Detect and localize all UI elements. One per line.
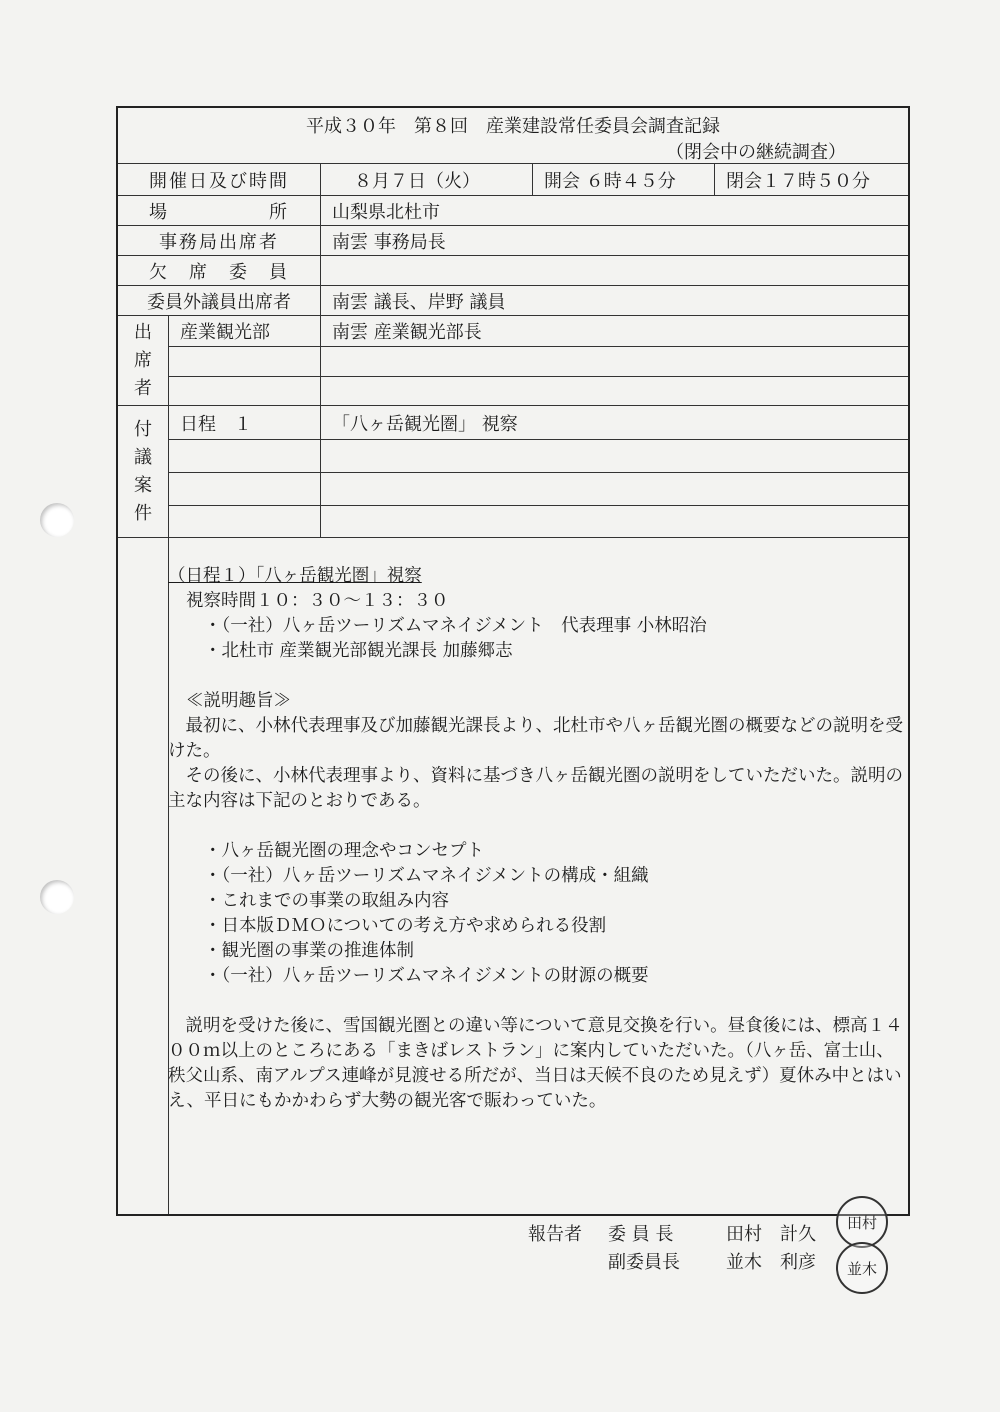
agenda-block [118,406,908,538]
agenda-item-value: 「八ヶ岳観光圏」 視察 [332,413,518,435]
summary-title: ≪説明趣旨≫ [186,691,291,711]
date-value: ８月７日（火） [354,170,480,192]
secretariat-row [118,226,908,256]
person-2: ・北杜市 産業観光部観光課長 加藤郷志 [204,641,513,661]
attendees-block [118,316,908,406]
vice-chair-name: 並木 利彦 [726,1252,816,1273]
visit-time: 視察時間１０：３０～１３：３０ [186,591,449,611]
chair-name: 田村 計久 [726,1224,816,1245]
paragraph-3: 説明を受けた後に、雪国観光圏との違い等について意見交換を行い。昼食後には、標高１４００ｍ以上のところにある「まきばレストラン」に案内していただいた。（八ヶ岳、富士山、秩父山系、南アルプス連峰が見渡せる所だが、当日は天候不良のため見えず）夏休み中とはいえ、平日にもかかわらず大勢の観光客で賑わっていた。 [168,1016,903,1111]
punch-hole-top [40,503,74,537]
secretariat-value: 南雲 事務局長 [332,231,446,253]
other-members-label: 委員外議員出席者 [147,291,291,313]
attendees-value: 南雲 産業観光部長 [332,322,482,343]
person-1: ・（一社）八ヶ岳ツーリズムマネイジメント 代表理事 小林昭治 [204,616,707,636]
bullet-item: ・（一社）八ヶ岳ツーリズムマネイジメントの財源の概要 [204,966,649,986]
record-sheet [116,106,910,1216]
document-subtitle: （閉会中の継続調査） [666,142,846,163]
place-row [118,196,908,226]
place-label: 場 所 [149,201,289,223]
date-label: 開催日及び時間 [149,170,289,192]
punch-hole-bottom [40,880,74,914]
bullet-item: ・これまでの事業の取組み内容 [204,891,449,911]
agenda-vertical-label: 付 議 案 件 [134,418,152,524]
agenda-item-label: 日程 １ [180,413,252,435]
bullet-item: ・八ヶ岳観光圏の理念やコンセプト [204,841,484,861]
other-members-value: 南雲 議長、岸野 議員 [332,291,506,313]
seal-stamp-vice: 並木 [836,1242,888,1294]
absent-label: 欠 席 委 員 [149,261,289,283]
bullet-item: ・（一社）八ヶ岳ツーリズムマネイジメントの構成・組織 [204,866,649,886]
absent-row [118,256,908,286]
close-time: 閉会１７時５０分 [726,170,870,192]
report-body [168,564,904,1114]
date-row [118,164,908,196]
paragraph-2: その後に、小林代表理事より、資料に基づき八ヶ岳観光圏の説明をしていただいた。説明の主な内容は下記のとおりである。 [168,766,903,811]
bullet-item: ・日本版ＤＭＯについての考え方や求められる役割 [204,916,607,936]
seal-stamp-chair: 田村 [836,1196,888,1248]
document-title: 平成３０年 第８回 産業建設常任委員会調査記録 [306,116,720,137]
chair-title: 委 員 長 [608,1224,674,1245]
open-time: 開会 ６時４５分 [544,170,676,192]
vice-chair-title: 副委員長 [608,1252,680,1273]
section-heading: （日程１）「八ヶ岳観光圏」視察 [168,566,422,586]
title-row [118,108,908,164]
paragraph-1: 最初に、小林代表理事及び加藤観光課長より、北杜市や八ヶ岳観光圏の概要などの説明を受けた。 [168,716,903,761]
attendees-dept: 産業観光部 [180,322,270,343]
reporter-label: 報告者 [528,1224,582,1245]
other-members-row [118,286,908,316]
place-value: 山梨県北杜市 [332,201,440,223]
bullet-item: ・観光圏の事業の推進体制 [204,941,414,961]
attendees-vertical-label: 出 席 者 [134,321,152,399]
secretariat-label: 事務局出席者 [159,231,279,253]
